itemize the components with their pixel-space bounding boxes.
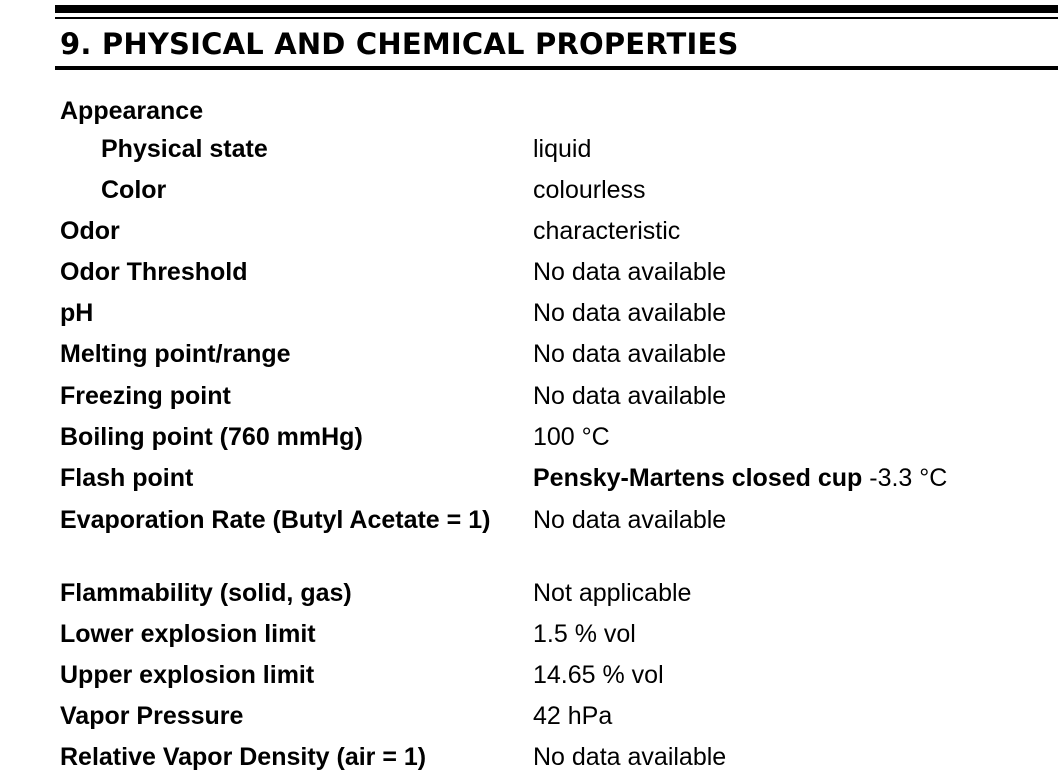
section-title: 9. PHYSICAL AND CHEMICAL PROPERTIES: [60, 27, 739, 61]
property-label: Color: [101, 176, 167, 204]
property-label: pH: [60, 299, 94, 327]
property-value: No data available: [533, 506, 727, 534]
property-value: 1.5 % vol: [533, 620, 636, 648]
property-label: Upper explosion limit: [60, 661, 315, 689]
flash-point-temperature: -3.3 °C: [869, 464, 948, 492]
property-label: Freezing point: [60, 382, 231, 410]
property-value: No data available: [533, 743, 727, 771]
property-label: Flash point: [60, 464, 194, 492]
property-value: No data available: [533, 340, 727, 368]
property-label: Flammability (solid, gas): [60, 579, 352, 607]
property-value: characteristic: [533, 217, 681, 245]
property-value: colourless: [533, 176, 646, 204]
property-label: Relative Vapor Density (air = 1): [60, 743, 427, 771]
property-label: Lower explosion limit: [60, 620, 316, 648]
property-label: Odor Threshold: [60, 258, 248, 286]
property-label: Physical state: [101, 135, 268, 163]
property-value: 100 °C: [533, 423, 610, 451]
property-value: 14.65 % vol: [533, 661, 664, 689]
property-label: Boiling point (760 mmHg): [60, 423, 363, 451]
property-label: Melting point/range: [60, 340, 291, 368]
property-label: Appearance: [60, 97, 204, 125]
property-value: No data available: [533, 299, 727, 327]
property-label: Evaporation Rate (Butyl Acetate = 1): [60, 506, 491, 534]
property-label: Vapor Pressure: [60, 702, 244, 730]
property-label: Odor: [60, 217, 120, 245]
flash-point-method: Pensky-Martens closed cup: [533, 464, 863, 492]
property-value: 42 hPa: [533, 702, 613, 730]
property-value: No data available: [533, 258, 727, 286]
property-value: No data available: [533, 382, 727, 410]
property-value: liquid: [533, 135, 592, 163]
property-value: Not applicable: [533, 579, 692, 607]
property-value: [533, 464, 947, 493]
